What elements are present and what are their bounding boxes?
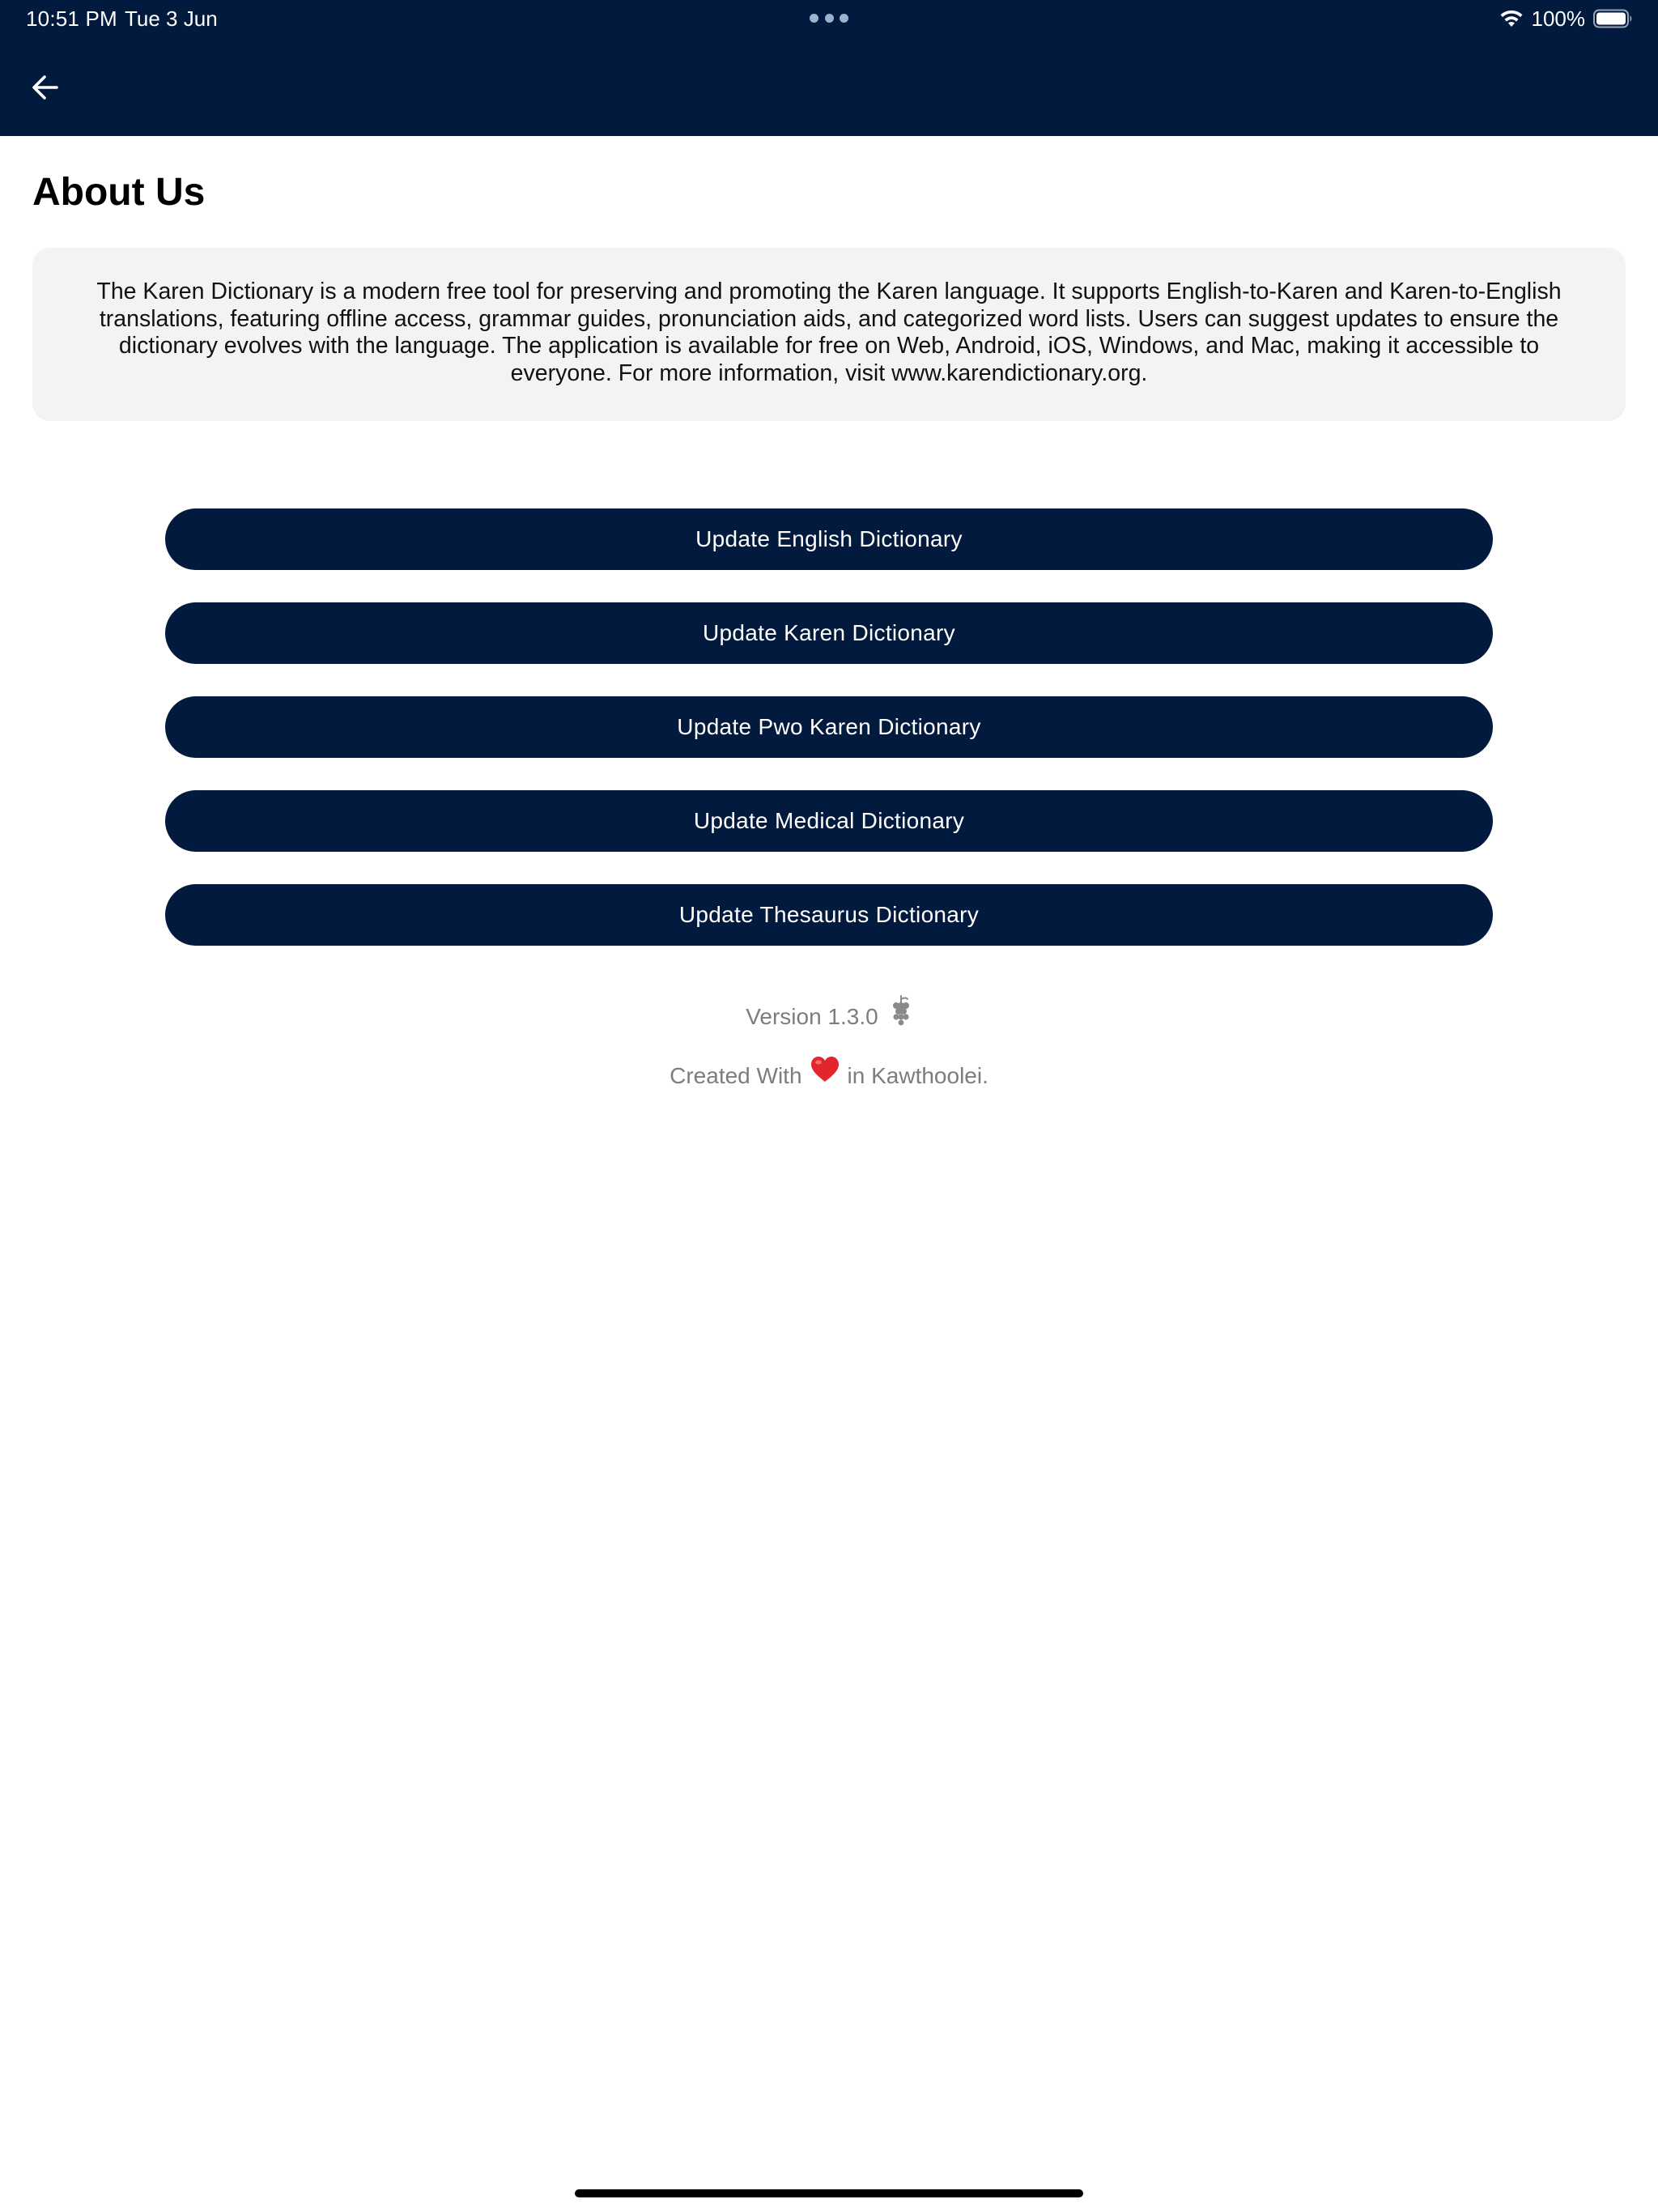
update-pwo-karen-dictionary-button[interactable]: Update Pwo Karen Dictionary	[165, 696, 1493, 758]
about-description: The Karen Dictionary is a modern free tool for preserving and promoting the Karen language. It supports English-to-Karen and Karen-to-English translations, featuring offline access, grammar guides, pronunciation aids, and categorized word lists. Users can suggest updates to ensure the dictionary evolves with the language. The application is available for free on Web, Android, iOS, Windows, and Mac, making it accessible to everyone. For more information, visit www.karendictionary.org.	[96, 279, 1562, 386]
battery-icon	[1593, 9, 1634, 28]
dot-icon	[840, 14, 848, 23]
update-thesaurus-dictionary-button[interactable]: Update Thesaurus Dictionary	[165, 884, 1493, 946]
about-card	[32, 248, 1626, 421]
dot-icon	[810, 14, 818, 23]
heart-icon	[810, 1056, 840, 1095]
credits	[0, 1056, 1658, 1095]
app-header	[0, 0, 1658, 136]
update-medical-dictionary-button[interactable]: Update Medical Dictionary	[165, 790, 1493, 852]
wifi-icon	[1499, 9, 1524, 28]
home-indicator[interactable]	[575, 2189, 1083, 2197]
dot-icon	[825, 14, 834, 23]
arrow-left-icon	[31, 73, 60, 102]
status-indicators	[1499, 5, 1635, 32]
multitasking-menu[interactable]	[810, 14, 848, 23]
grapes-icon	[890, 994, 912, 1040]
page-title: About Us	[32, 171, 206, 214]
update-english-dictionary-button[interactable]: Update English Dictionary	[165, 508, 1493, 570]
status-date: Tue 3 Jun	[125, 6, 218, 31]
version-text: Version 1.3.0	[746, 1004, 878, 1029]
status-time: 10:51 PM	[26, 6, 117, 31]
update-actions	[165, 508, 1493, 978]
credits-prefix: Created With	[670, 1062, 802, 1088]
back-button[interactable]	[23, 65, 68, 110]
battery-percent: 100%	[1531, 6, 1585, 31]
version-info	[0, 994, 1658, 1040]
update-karen-dictionary-button[interactable]: Update Karen Dictionary	[165, 602, 1493, 664]
credits-suffix: in Kawthoolei.	[847, 1062, 988, 1088]
